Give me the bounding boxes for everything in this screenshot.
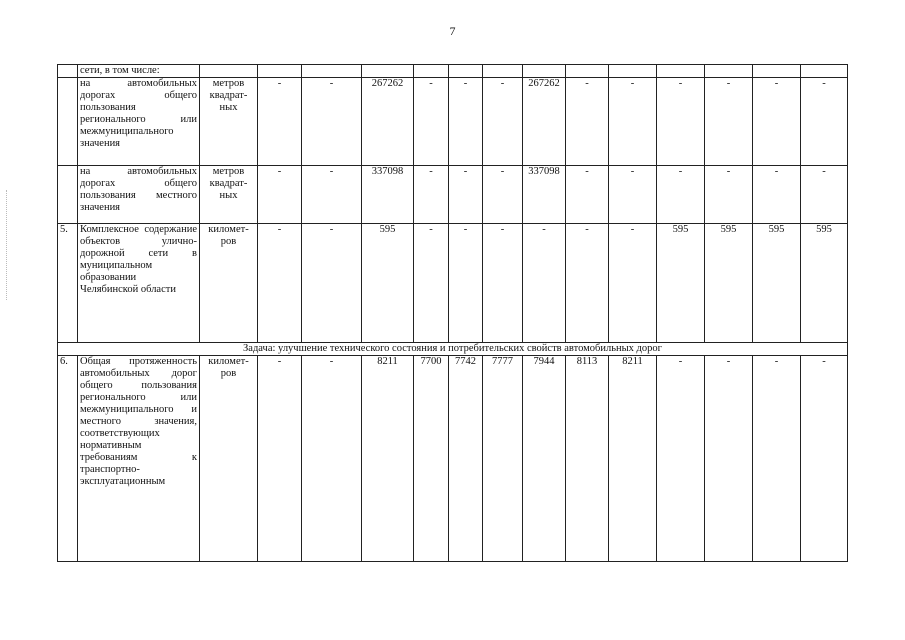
indicator-name: сети, в том числе: xyxy=(78,65,200,78)
value-cell xyxy=(609,65,657,78)
table-row xyxy=(58,166,848,224)
value-cell: 595 xyxy=(362,224,414,343)
value-cell: - xyxy=(414,166,449,224)
value-cell: - xyxy=(302,356,362,562)
value-cell: 595 xyxy=(801,224,848,343)
indicator-name: Общая протяженность автомобильных дорог общего пользования регионального или межмуниципального и местного значения, соответствующих нормативным требованиям к транспортно-эксплуатационным xyxy=(78,356,200,562)
value-cell: 267262 xyxy=(362,78,414,166)
indicator-name: на автомобильных дорогах общего пользования регионального или межмуниципального значения xyxy=(78,78,200,166)
value-cell: - xyxy=(483,166,523,224)
value-cell xyxy=(705,65,753,78)
value-cell xyxy=(449,65,483,78)
value-cell: - xyxy=(657,78,705,166)
value-cell: - xyxy=(449,166,483,224)
value-cell: - xyxy=(657,166,705,224)
value-cell: - xyxy=(414,224,449,343)
value-cell: - xyxy=(483,224,523,343)
value-cell: - xyxy=(657,356,705,562)
value-cell: 267262 xyxy=(523,78,566,166)
value-cell: - xyxy=(753,78,801,166)
table-row xyxy=(58,65,848,78)
value-cell: - xyxy=(449,78,483,166)
value-cell: - xyxy=(705,356,753,562)
indicators-table xyxy=(57,64,848,562)
value-cell: - xyxy=(258,224,302,343)
value-cell: 7944 xyxy=(523,356,566,562)
value-cell xyxy=(566,65,609,78)
table-row xyxy=(58,343,848,356)
value-cell xyxy=(414,65,449,78)
value-cell xyxy=(362,65,414,78)
row-number: 6. xyxy=(58,356,78,562)
unit-cell: метров квадрат-ных xyxy=(200,78,258,166)
value-cell xyxy=(523,65,566,78)
value-cell: 8211 xyxy=(609,356,657,562)
value-cell: 8113 xyxy=(566,356,609,562)
value-cell: - xyxy=(801,78,848,166)
value-cell: 337098 xyxy=(362,166,414,224)
value-cell: - xyxy=(258,166,302,224)
row-number xyxy=(58,166,78,224)
table-row xyxy=(58,78,848,166)
value-cell: - xyxy=(705,166,753,224)
value-cell: - xyxy=(258,356,302,562)
page-number: 7 xyxy=(449,24,456,38)
value-cell: 7700 xyxy=(414,356,449,562)
value-cell: 595 xyxy=(705,224,753,343)
unit-cell: километ-ров xyxy=(200,356,258,562)
value-cell: - xyxy=(523,224,566,343)
value-cell: - xyxy=(753,166,801,224)
value-cell: - xyxy=(705,78,753,166)
row-number: 5. xyxy=(58,224,78,343)
indicator-name: на автомобильных дорогах общего пользования местного значения xyxy=(78,166,200,224)
unit-cell: километ-ров xyxy=(200,224,258,343)
value-cell xyxy=(483,65,523,78)
value-cell: 7742 xyxy=(449,356,483,562)
value-cell: - xyxy=(609,166,657,224)
value-cell: - xyxy=(566,78,609,166)
scan-margin-mark xyxy=(6,190,8,300)
value-cell xyxy=(258,65,302,78)
value-cell: 7777 xyxy=(483,356,523,562)
table-row xyxy=(58,224,848,343)
value-cell: - xyxy=(302,166,362,224)
value-cell: - xyxy=(302,224,362,343)
value-cell xyxy=(302,65,362,78)
row-number xyxy=(58,78,78,166)
value-cell: 595 xyxy=(753,224,801,343)
value-cell xyxy=(801,65,848,78)
value-cell: - xyxy=(753,356,801,562)
value-cell: - xyxy=(449,224,483,343)
value-cell: - xyxy=(801,356,848,562)
value-cell: - xyxy=(483,78,523,166)
value-cell: 595 xyxy=(657,224,705,343)
value-cell: 8211 xyxy=(362,356,414,562)
value-cell: - xyxy=(801,166,848,224)
task-heading: Задача: улучшение технического состояния и потребительских свойств автомобильных дорог xyxy=(58,343,848,356)
row-number xyxy=(58,65,78,78)
value-cell: - xyxy=(258,78,302,166)
value-cell: 337098 xyxy=(523,166,566,224)
value-cell: - xyxy=(566,224,609,343)
value-cell xyxy=(657,65,705,78)
value-cell: - xyxy=(566,166,609,224)
table-row xyxy=(58,356,848,562)
indicator-name: Комплексное содержание объектов улично-дорожной сети в муниципальном образовании Челябинской области xyxy=(78,224,200,343)
value-cell: - xyxy=(414,78,449,166)
value-cell: - xyxy=(609,224,657,343)
value-cell xyxy=(753,65,801,78)
value-cell: - xyxy=(609,78,657,166)
unit-cell xyxy=(200,65,258,78)
value-cell: - xyxy=(302,78,362,166)
unit-cell: метров квадрат-ных xyxy=(200,166,258,224)
